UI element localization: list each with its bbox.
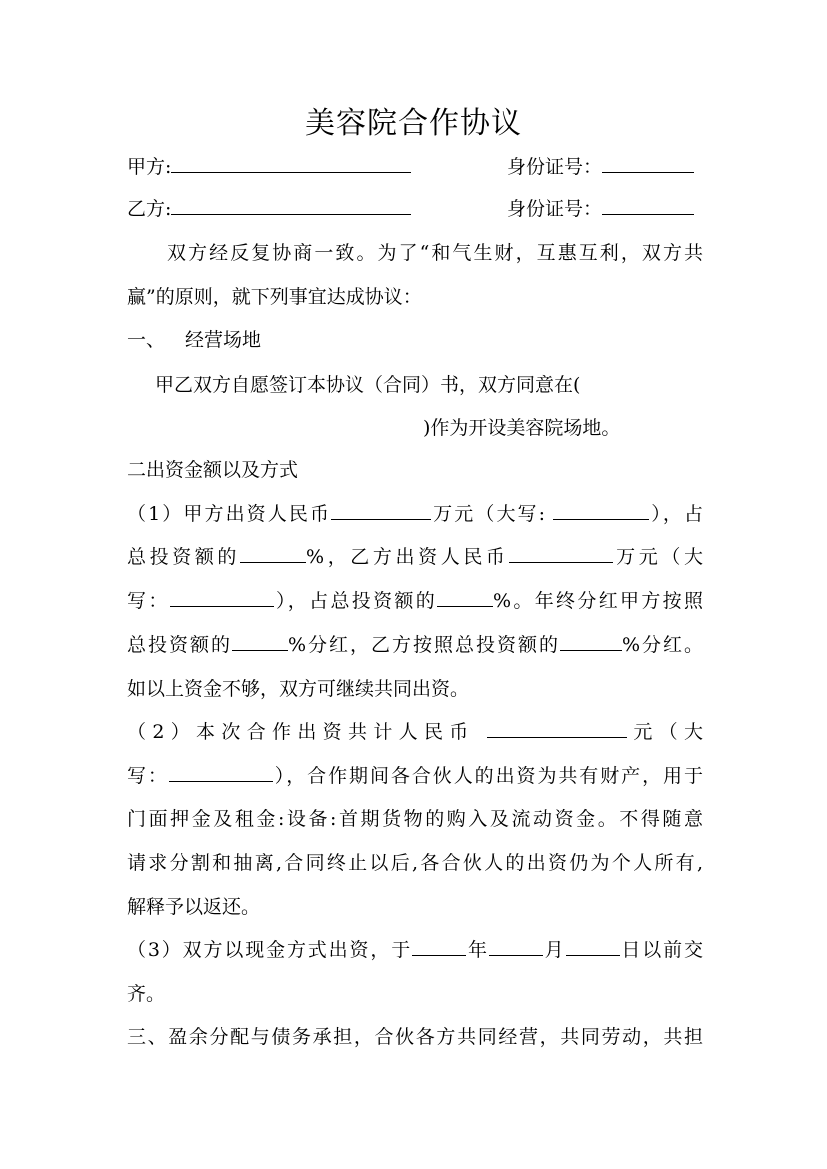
clause-2-line-1	[127, 719, 703, 745]
clause-3-text-a: （3）双方以现金方式出资，于	[127, 939, 413, 961]
clause-2-line-2	[127, 763, 703, 789]
clause-1-text-j: 总投资额的	[127, 634, 232, 656]
section-3-line-1: 三、盈余分配与债务承担，合伙各方共同经营，共同劳动，共担	[127, 1026, 703, 1048]
section-1-para-2: )作为开设美容院场地。	[423, 417, 621, 439]
clause-1-text-c: ），占	[649, 503, 703, 525]
party-a-id-blank[interactable]	[602, 154, 694, 173]
party-b-id-label: 身份证号：	[507, 198, 603, 220]
party-a-id-label: 身份证号：	[507, 156, 603, 178]
party-a-label: 甲方:	[127, 156, 172, 178]
party-a-amount-words-blank[interactable]	[553, 501, 649, 520]
clause-3-text-c: 月	[542, 939, 566, 961]
clause-1-text-d: 总投资额的	[127, 546, 241, 568]
clause-3-text-d: 日以前交	[619, 939, 703, 961]
party-b-amount-blank[interactable]	[509, 544, 613, 563]
clause-2-text-c: 写：	[127, 765, 169, 787]
day-blank[interactable]	[566, 937, 620, 956]
month-blank[interactable]	[489, 937, 543, 956]
clause-1-text-g: 写：	[127, 590, 170, 612]
clause-3-text-b: 年	[466, 939, 489, 961]
clause-1-text-f: 万元（大	[612, 546, 703, 568]
clause-1-text-h: ），占总投资额的	[273, 590, 438, 612]
total-amount-words-blank[interactable]	[169, 763, 273, 782]
clause-2-text-d: ），合作期间各合伙人的出资为共有财产，用于	[272, 765, 703, 787]
clause-1-text-i: %。年终分红甲方按照	[493, 590, 703, 612]
clause-3-line-2: 齐。	[127, 983, 166, 1005]
clause-1-line-3	[127, 588, 703, 614]
section-2-title: 二出资金额以及方式	[127, 459, 299, 481]
clause-2-text-b: 元（大	[627, 721, 703, 743]
party-a-id-row	[507, 154, 694, 180]
page-title: 美容院合作协议	[305, 106, 522, 141]
party-a-dividend-blank[interactable]	[232, 632, 288, 651]
clause-1-text-l: %分红。	[621, 634, 703, 656]
clause-1-line-5: 如以上资金不够，双方可继续共同出资。	[127, 678, 470, 700]
section-1-para-1: 甲乙双方自愿签订本协议（合同）书，双方同意在(	[155, 374, 581, 396]
intro-line-2: 赢”的原则，就下列事宜达成协议：	[127, 286, 422, 308]
party-b-label: 乙方:	[127, 198, 172, 220]
clause-1-text-k: %分红，乙方按照总投资额的	[287, 634, 560, 656]
clause-2-line-4: 请求分割和抽离,合同终止以后,各合伙人的出资仍为个人所有,	[127, 852, 703, 874]
party-b-dividend-blank[interactable]	[560, 632, 622, 651]
year-blank[interactable]	[412, 937, 466, 956]
party-b-id-blank[interactable]	[602, 196, 694, 215]
clause-3-line-1	[127, 937, 703, 963]
party-b-share-blank[interactable]	[437, 588, 493, 607]
clause-1-text-b: 万元（大写:	[431, 503, 546, 525]
party-a-blank[interactable]	[171, 154, 411, 173]
clause-1-line-4	[127, 632, 703, 658]
section-1-number: 一、	[127, 329, 166, 351]
clause-2-line-5: 解释予以返还。	[127, 896, 261, 918]
clause-2-text-a: （2）本次合作出资共计人民币	[127, 721, 475, 743]
clause-1-text-e: %，乙方出资人民币	[306, 546, 509, 568]
party-b-blank[interactable]	[171, 196, 411, 215]
clause-2-line-3: 门面押金及租金:设备:首期货物的购入及流动资金。不得随意	[127, 808, 703, 830]
clause-1-line-1	[127, 501, 703, 527]
clause-1-text-a: （1）甲方出资人民币	[127, 503, 332, 525]
party-a-amount-blank[interactable]	[331, 501, 431, 520]
party-b-id-row	[507, 196, 694, 222]
clause-1-line-2	[127, 544, 703, 570]
section-1-title: 经营场地	[185, 329, 262, 351]
party-a-share-blank[interactable]	[240, 544, 306, 563]
party-b-amount-words-blank[interactable]	[170, 588, 274, 607]
intro-line-1: 双方经反复协商一致。为了“和气生财，互惠互利，双方共	[167, 242, 703, 264]
total-amount-blank[interactable]	[487, 719, 627, 738]
